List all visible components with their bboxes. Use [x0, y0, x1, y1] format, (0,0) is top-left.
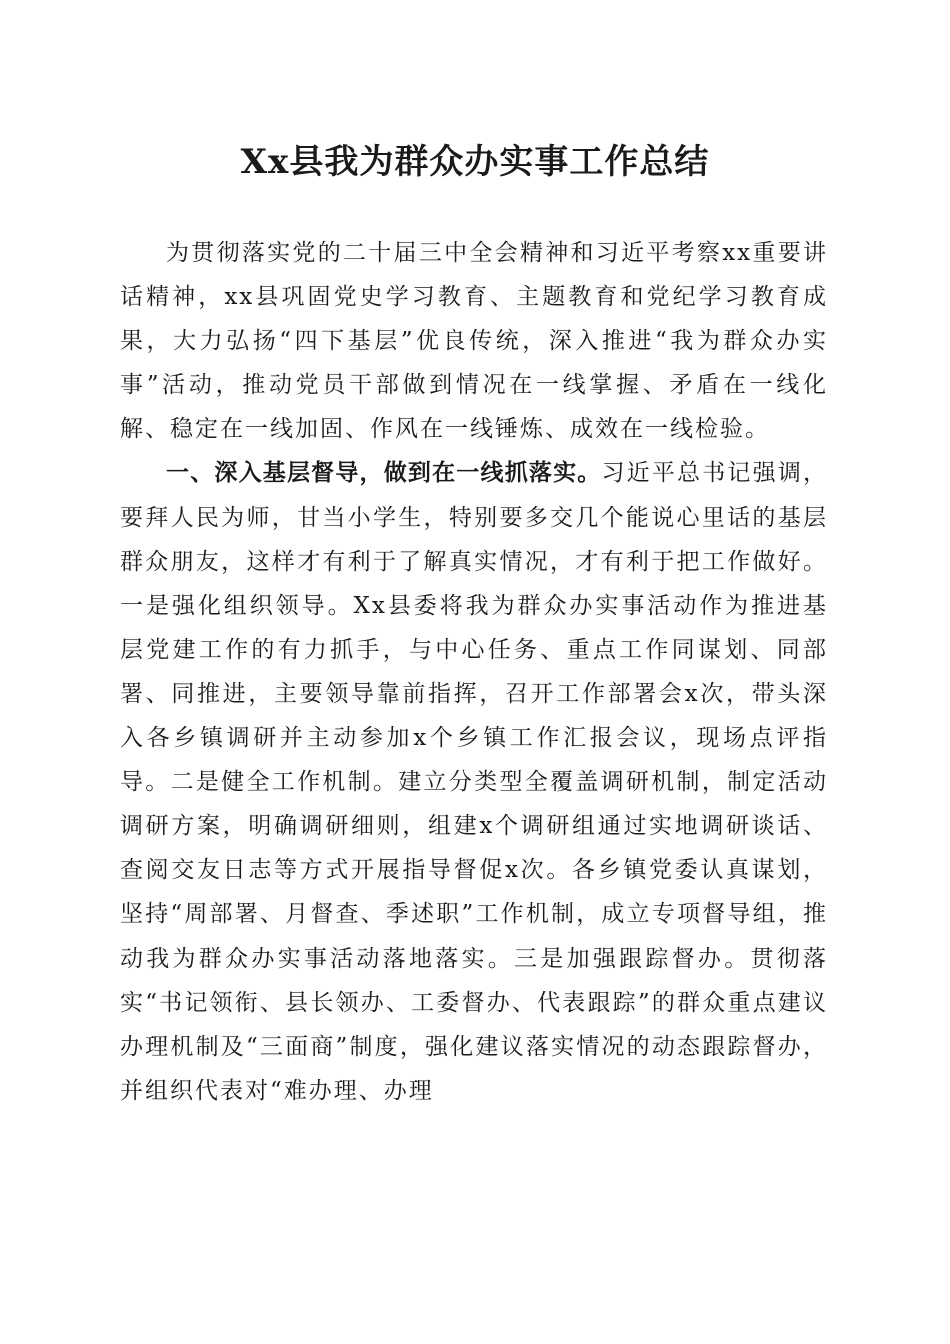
intro-paragraph [120, 231, 828, 451]
section-one-paragraph [120, 451, 828, 1112]
intro-paragraph-text: 为贯彻落实党的二十届三中全会精神和习近平考察xx重要讲话精神，xx县巩固党史学习教育、主题教育和党纪学习教育成果，大力弘扬“四下基层”优良传统，深入推进“我为群众办实事”活动，推动党员干部做到情况在一线掌握、矛盾在一线化解、稳定在一线加固、作风在一线锤炼、成效在一线检验。 [120, 240, 828, 443]
section-one-text: 习近平总书记强调，要拜人民为师，甘当小学生，特别要多交几个能说心里话的基层群众朋友，这样才有利于了解真实情况，才有利于把工作做好。一是强化组织领导。Xx县委将我为群众办实事活动作为推进基层党建工作的有力抓手，与中心任务、重点工作同谋划、同部署、同推进，主要领导靠前指挥，召开工作部署会x次，带头深入各乡镇调研并主动参加x个乡镇工作汇报会议，现场点评指导。二是健全工作机制。建立分类型全覆盖调研机制，制定活动调研方案，明确调研细则，组建x个调研组通过实地调研谈话、查阅交友日志等方式开展指导督促x次。各乡镇党委认真谋划，坚持“周部署、月督查、季述职”工作机制，成立专项督导组，推动我为群众办实事活动落地落实。三是加强跟踪督办。贯彻落实“书记领衔、县长领办、工委督办、代表跟踪”的群众重点建议办理机制及“三面商”制度，强化建议落实情况的动态跟踪督办，并组织代表对“难办理、办理 [120, 460, 829, 1104]
section-one-heading: 一、深入基层督导，做到在一线抓落实。 [166, 460, 602, 487]
document-title: Xx县我为群众办实事工作总结 [240, 142, 710, 182]
document-body [120, 231, 828, 1113]
